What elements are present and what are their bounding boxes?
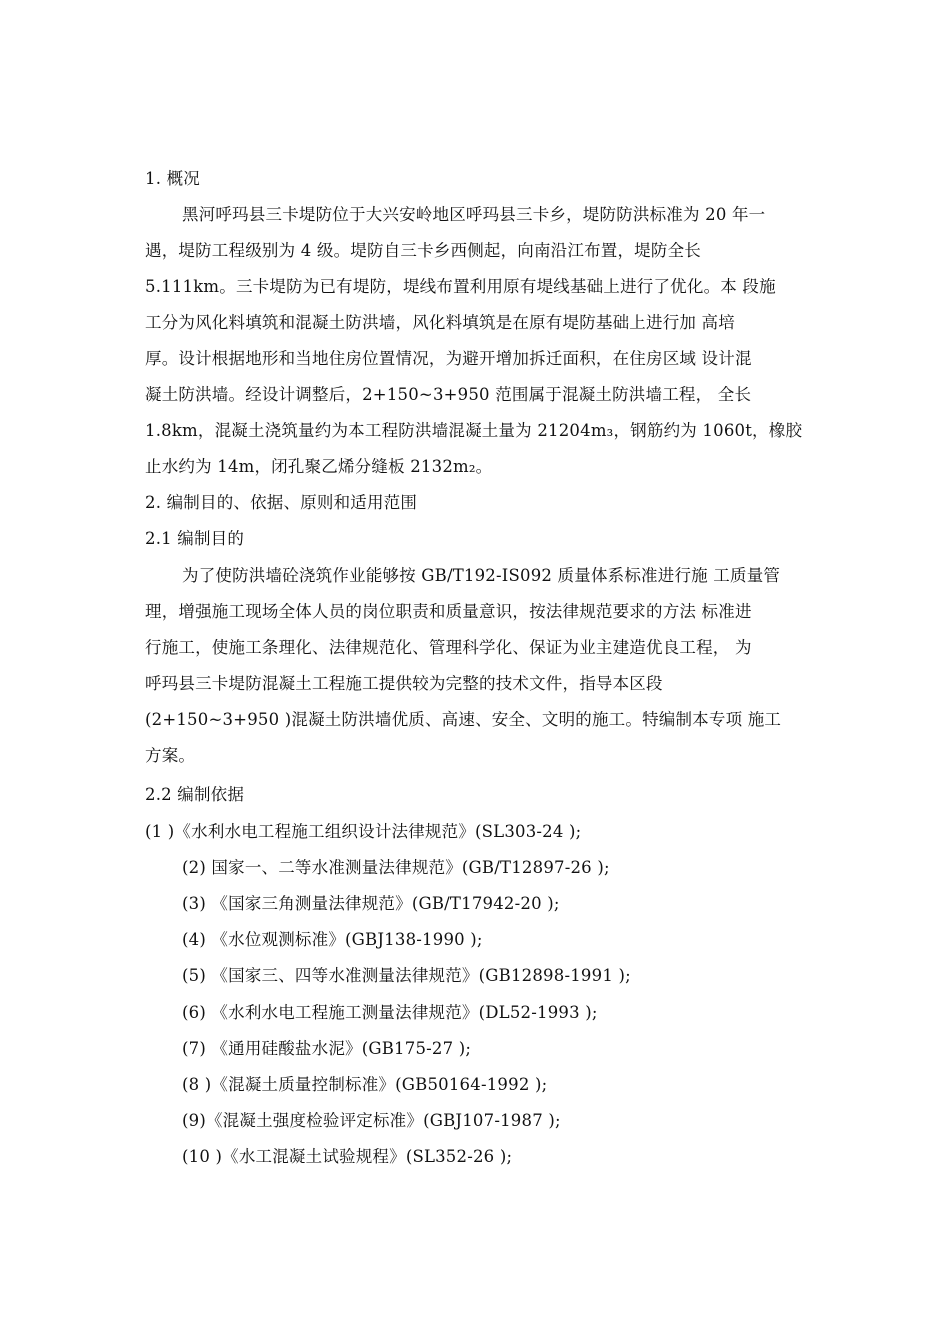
reference-item: (2) 国家一、二等水准测量法律规范》(GB/T12897-26 ); xyxy=(182,858,610,877)
reference-item: (10 )《水工混凝土试验规程》(SL352-26 ); xyxy=(182,1147,513,1166)
reference-item: (4) 《水位观测标准》(GBJ138-1990 ); xyxy=(182,930,483,949)
reference-item: (3) 《国家三角测量法律规范》(GB/T17942-20 ); xyxy=(182,894,560,913)
paragraph-line: (2+150~3+950 )混凝土防洪墙优质、高速、安全、文明的施工。特编制本专项 施工 xyxy=(145,710,782,729)
paragraph-line: 遇，堤防工程级别为 4 级。堤防自三卡乡西侧起，向南沿江布置，堤防全长 xyxy=(145,241,701,260)
reference-item: (6) 《水利水电工程施工测量法律规范》(DL52-1993 ); xyxy=(182,1003,598,1022)
paragraph-line: 凝土防洪墙。经设计调整后，2+150~3+950 范围属于混凝土防洪墙工程， 全长 xyxy=(145,385,752,404)
paragraph-line: 黑河呼玛县三卡堤防位于大兴安岭地区呼玛县三卡乡，堤防防洪标准为 20 年一 xyxy=(182,205,766,224)
paragraph-line: 行施工，使施工条理化、法律规范化、管理科学化、保证为业主建造优良工程， 为 xyxy=(145,638,752,657)
section-2-2-heading: 2.2 编制依据 xyxy=(145,785,245,804)
section-1-heading: 1. 概况 xyxy=(145,169,200,188)
paragraph-line: 5.111km。三卡堤防为已有堤防，堤线布置利用原有堤线基础上进行了优化。本 段施 xyxy=(145,277,776,296)
paragraph-line: 1.8km，混凝土浇筑量约为本工程防洪墙混凝土量为 21204m₃，钢筋约为 1060t，橡胶 xyxy=(145,421,803,440)
reference-item: (1 )《水利水电工程施工组织设计法律规范》(SL303-24 ); xyxy=(145,822,582,841)
reference-item: (8 )《混凝土质量控制标准》(GB50164-1992 ); xyxy=(182,1075,548,1094)
paragraph-line: 理，增强施工现场全体人员的岗位职责和质量意识，按法律规范要求的方法 标准进 xyxy=(145,602,752,621)
paragraph-line: 厚。设计根据地形和当地住房位置情况，为避开增加拆迁面积，在住房区域 设计混 xyxy=(145,349,752,368)
section-2-heading: 2. 编制目的、依据、原则和适用范围 xyxy=(145,493,418,512)
section-2-1-heading: 2.1 编制目的 xyxy=(145,529,245,548)
paragraph-line: 呼玛县三卡堤防混凝土工程施工提供较为完整的技术文件，指导本区段 xyxy=(145,674,663,693)
paragraph-line: 为了使防洪墙砼浇筑作业能够按 GB/T192-IS092 质量体系标准进行施 工质量管 xyxy=(182,566,781,585)
reference-item: (7) 《通用硅酸盐水泥》(GB175-27 ); xyxy=(182,1039,472,1058)
reference-item: (9)《混凝土强度检验评定标准》(GBJ107-1987 ); xyxy=(182,1111,561,1130)
paragraph-line: 止水约为 14m，闭孔聚乙烯分缝板 2132m₂。 xyxy=(145,457,493,476)
reference-item: (5) 《国家三、四等水准测量法律规范》(GB12898-1991 ); xyxy=(182,966,631,985)
paragraph-line: 工分为风化料填筑和混凝土防洪墙，风化料填筑是在原有堤防基础上进行加 高培 xyxy=(145,313,735,332)
paragraph-line: 方案。 xyxy=(145,746,196,765)
